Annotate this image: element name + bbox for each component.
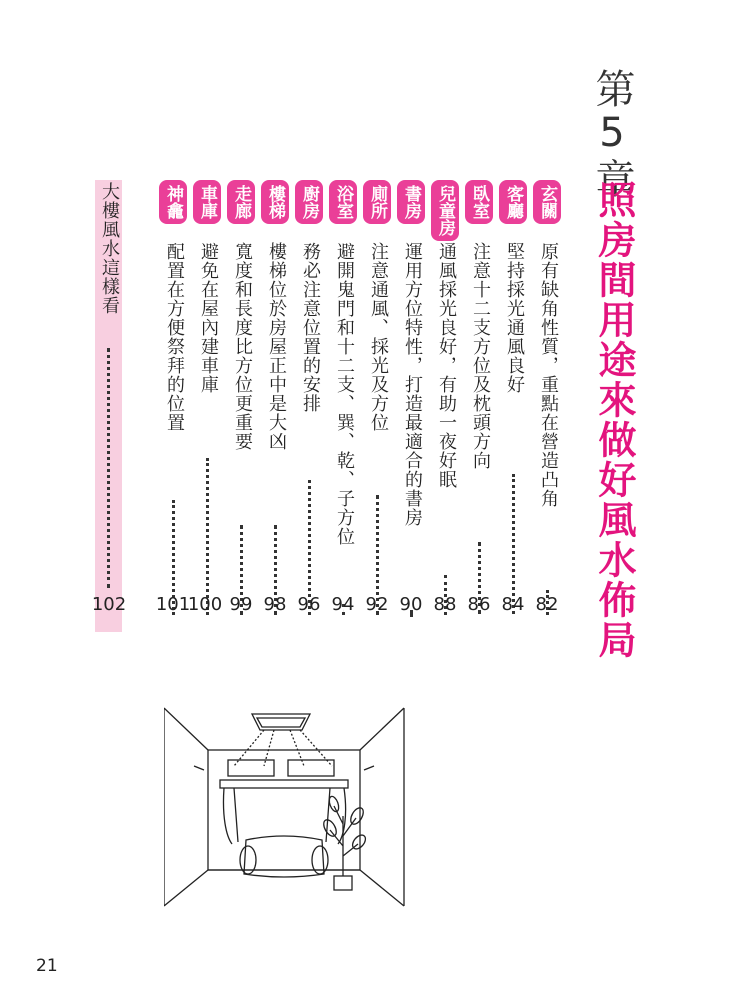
- page-ref: 82: [535, 594, 559, 615]
- page-ref: 84: [501, 594, 525, 615]
- entry-text: 配置在方便祭拜的位置: [164, 242, 185, 432]
- page-number: 21: [36, 956, 58, 976]
- toc-entry[interactable]: [497, 180, 531, 620]
- room-label: 兒童房: [431, 180, 459, 241]
- room-label: 廚房: [295, 180, 323, 224]
- entry-text: 避免在屋內建車庫: [198, 242, 219, 394]
- leader-dots: [206, 458, 209, 615]
- entry-text: 避開鬼門和十二支、巽、乾、子方位: [334, 242, 355, 546]
- page-ref: 90: [399, 594, 423, 615]
- toc-entry[interactable]: [225, 180, 259, 620]
- room-label: 神龕: [159, 180, 187, 224]
- entry-text: 注意通風、採光及方位: [368, 242, 389, 432]
- building-entry-text[interactable]: 大樓風水這樣看: [99, 182, 120, 315]
- toc-entry[interactable]: [157, 180, 191, 620]
- toc-entry[interactable]: [395, 180, 429, 620]
- toc-entry[interactable]: [361, 180, 395, 620]
- toc-entry[interactable]: [293, 180, 327, 620]
- room-label: 浴室: [329, 180, 357, 224]
- page-ref: 88: [433, 594, 457, 615]
- room-label: 客廳: [499, 180, 527, 224]
- toc-entry[interactable]: [429, 180, 463, 620]
- entry-text: 運用方位特性，打造最適合的書房: [402, 242, 423, 527]
- toc-entry[interactable]: [463, 180, 497, 620]
- entry-text: 原有缺角性質，重點在營造凸角: [538, 242, 559, 508]
- page-ref: 92: [365, 594, 389, 615]
- room-label: 書房: [397, 180, 425, 224]
- chapter-heading: 第5章: [589, 68, 635, 200]
- page-ref: 86: [467, 594, 491, 615]
- toc-entry[interactable]: [327, 180, 361, 620]
- entry-text: 務必注意位置的安排: [300, 242, 321, 413]
- room-label: 樓梯: [261, 180, 289, 224]
- toc-entry[interactable]: [191, 180, 225, 620]
- page-ref: 102: [91, 594, 127, 615]
- entry-text: 通風採光良好，有助一夜好眠: [436, 242, 457, 489]
- room-label: 廁所: [363, 180, 391, 224]
- page-ref: 96: [297, 594, 321, 615]
- leader-dots: [512, 474, 515, 614]
- entry-text: 寬度和長度比方位更重要: [232, 242, 253, 451]
- page-ref: 100: [187, 594, 223, 615]
- page-ref: 99: [229, 594, 253, 615]
- entry-text: 堅持採光通風良好: [504, 242, 525, 394]
- chapter-title: 照房間用途來做好風水佈局: [592, 180, 636, 660]
- toc-entry[interactable]: [531, 180, 565, 620]
- leader-dots: [107, 348, 110, 588]
- toc-entry[interactable]: [259, 180, 293, 620]
- room-label: 玄關: [533, 180, 561, 224]
- entry-text: 注意十二支方位及枕頭方向: [470, 242, 491, 470]
- page-ref: 98: [263, 594, 287, 615]
- room-label: 走廊: [227, 180, 255, 224]
- page-ref: 101: [155, 594, 191, 615]
- page-ref: 94: [331, 594, 355, 615]
- room-label: 車庫: [193, 180, 221, 224]
- room-label: 臥室: [465, 180, 493, 224]
- entry-text: 樓梯位於房屋正中是大凶: [266, 242, 287, 451]
- room-illustration: [164, 706, 406, 910]
